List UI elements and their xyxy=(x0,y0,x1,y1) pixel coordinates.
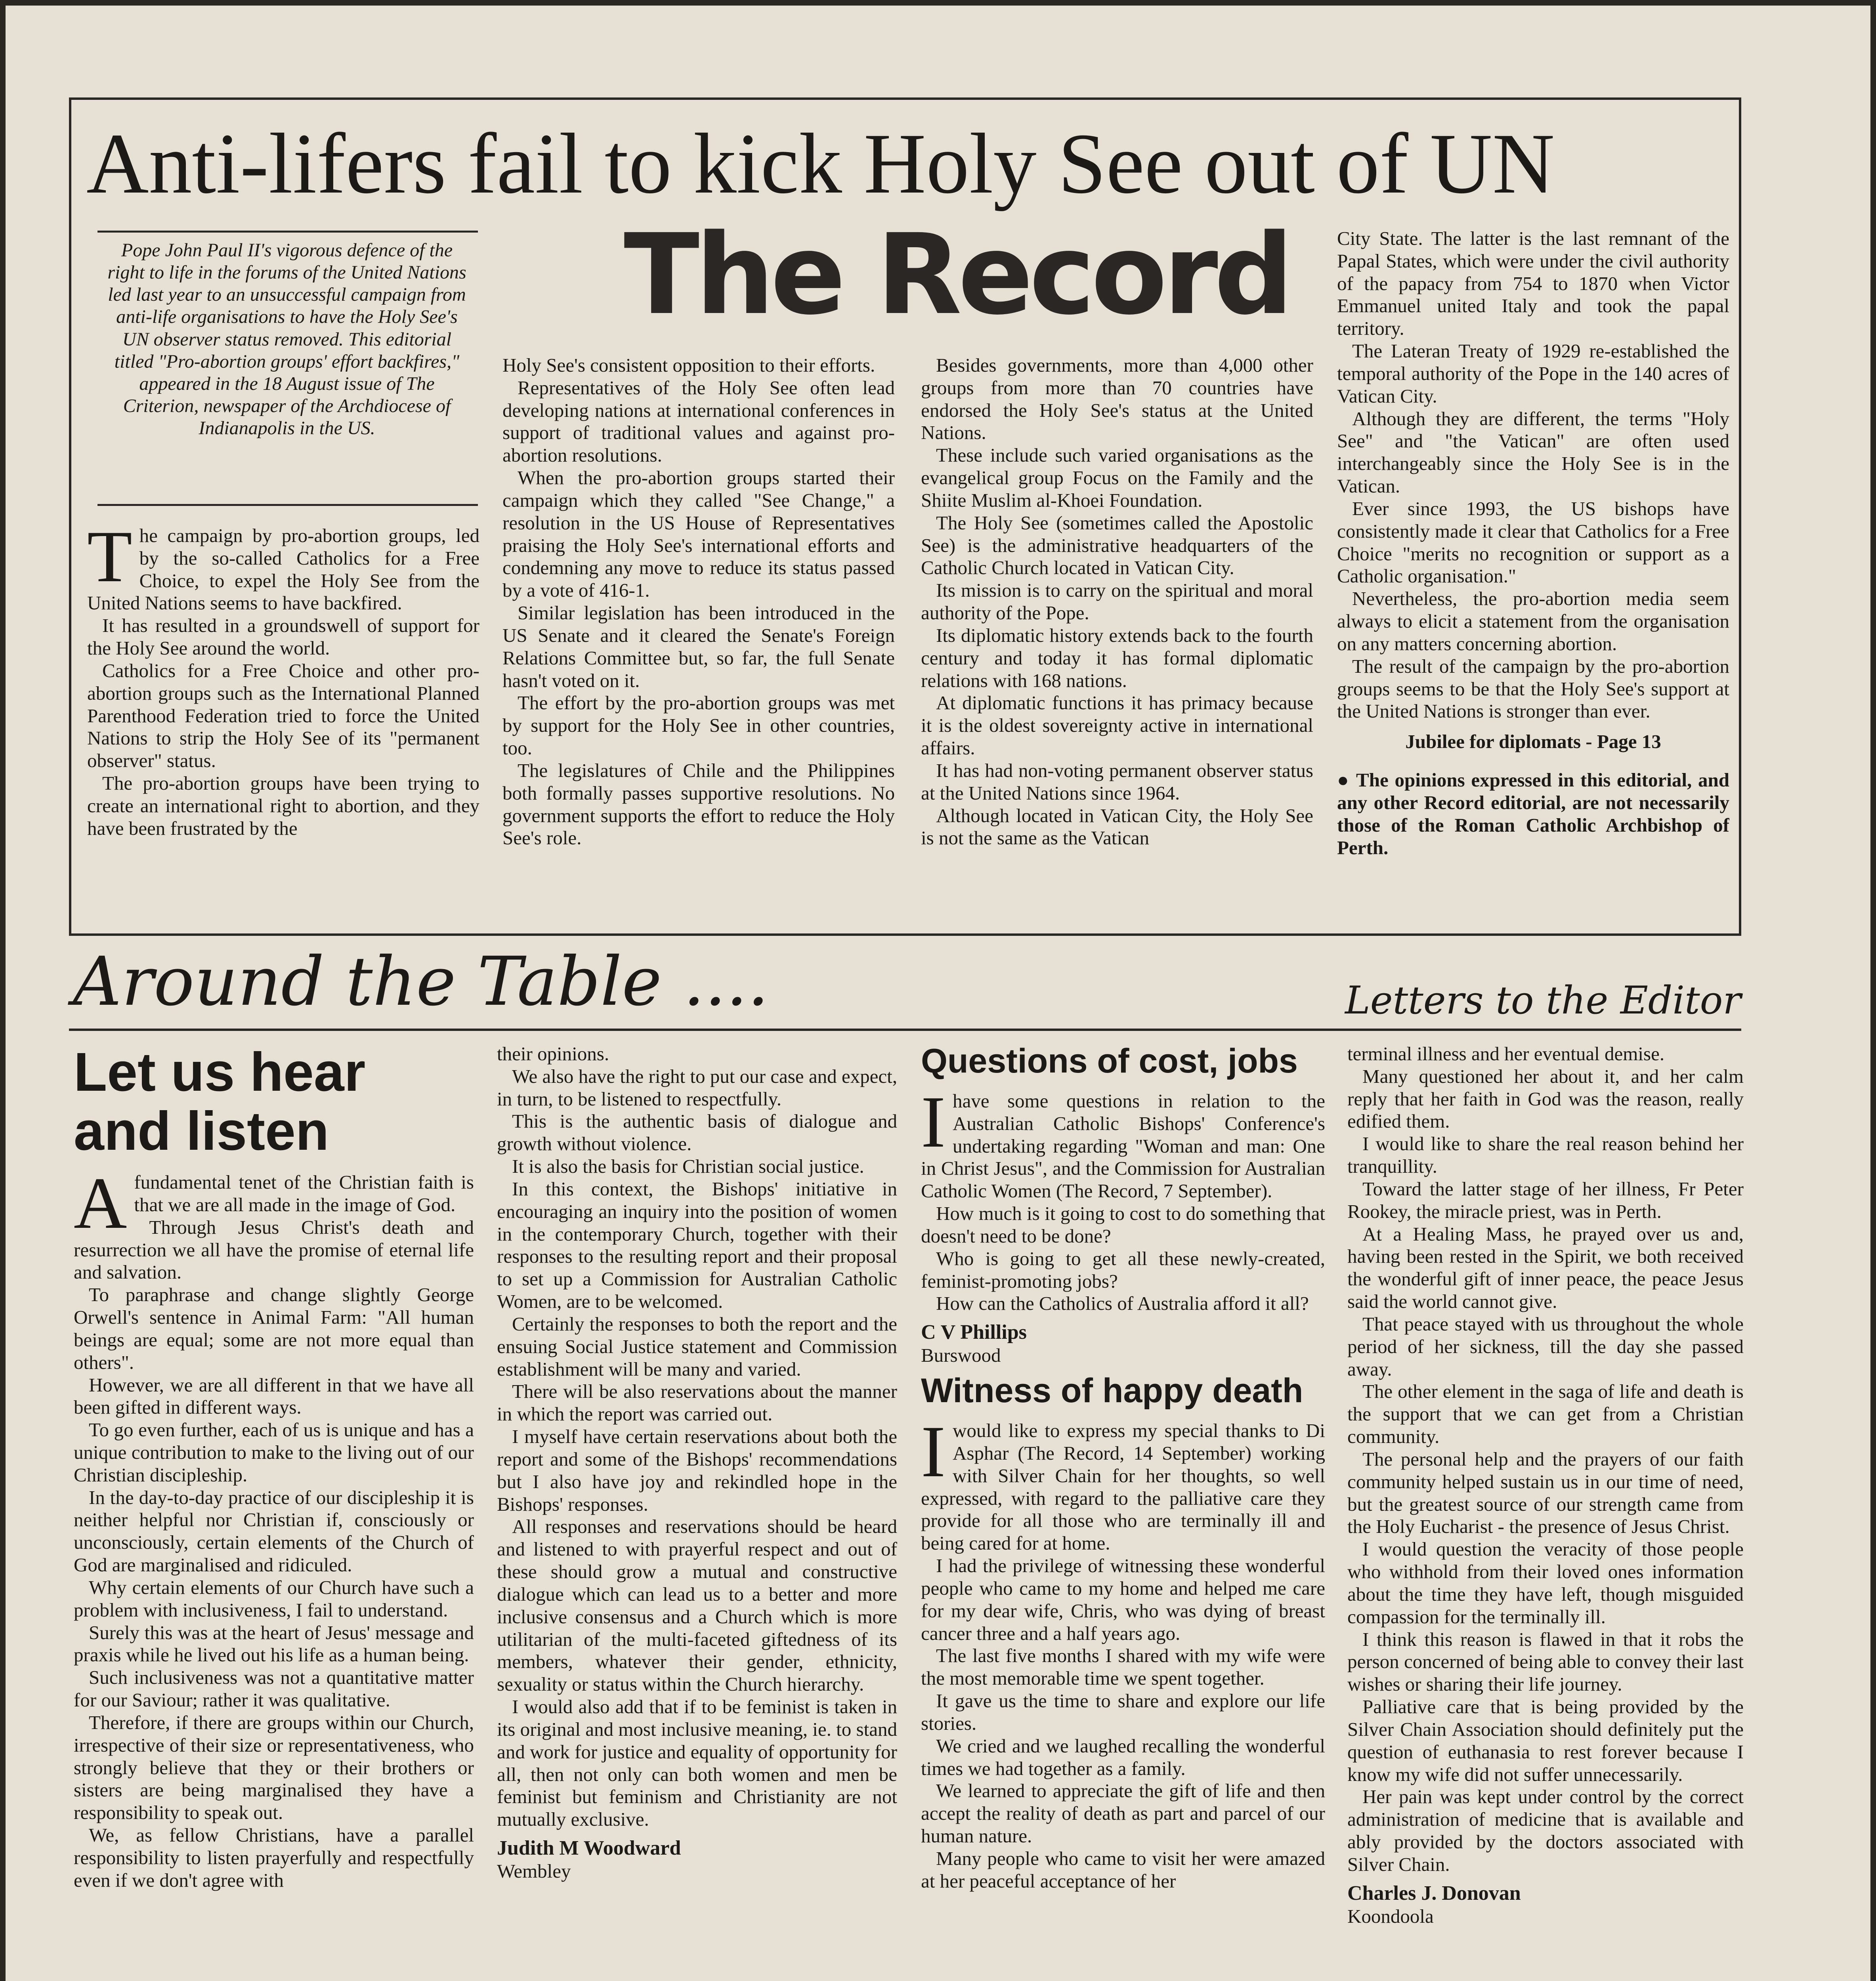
paragraph: There will be also reservations about the manner in which the report was carried out. xyxy=(497,1380,897,1425)
paragraph: To paraphrase and change slightly George Orwell's sentence in Animal Farm: "All human beings are equal; some are not more equal than others". xyxy=(74,1284,474,1373)
letter-let-us-hear-col-2 xyxy=(497,1043,897,1981)
paragraph: Such inclusiveness was not a quantitative matter for our Saviour; rather it was qualitative. xyxy=(74,1666,474,1711)
letters-col-4 xyxy=(1347,1043,1744,1981)
paragraph: I myself have certain reservations about both the report and some of the Bishops' recommendations but I also have joy and rekindled hope in the Bishops' responses. xyxy=(497,1426,897,1515)
letter-location: Wembley xyxy=(497,1860,571,1882)
paragraph: Surely this was at the heart of Jesus' message and praxis while he lived out his life as a human being. xyxy=(74,1621,474,1666)
paragraph: I would also add that if to be feminist is taken in its original and most inclusive meaning, ie. to stand and work for justice and equality of opportunity for all, then not only can both women and men be feminist but feminism and Christianity are not mutually exclusive. xyxy=(497,1696,897,1830)
paragraph: How can the Catholics of Australia afford it all? xyxy=(936,1292,1309,1315)
paragraph: fundamental tenet of the Christian faith is that we are all made in the image of God. xyxy=(134,1171,474,1216)
editorial-col-3 xyxy=(921,354,1313,917)
paragraph: It is also the basis for Christian social justice. xyxy=(512,1155,864,1178)
letter-signature: Charles J. Donovan xyxy=(1347,1882,1521,1905)
drop-cap: I xyxy=(921,1411,946,1493)
paragraph: he campaign by pro-abortion groups, led by the so-called Catholics for a Free Choice, to expel the Holy See from the United Nations seems to have backfired. xyxy=(87,525,480,614)
paragraph: However, we are all different in that we have all been gifted in different ways. xyxy=(74,1374,474,1418)
paragraph: Representatives of the Holy See often lead developing nations at international conferences in support of traditional values and against pro-abortion resolutions. xyxy=(502,376,895,466)
paragraph: Its diplomatic history extends back to the fourth century and today it has formal diplomatic relations with 168 nations. xyxy=(921,624,1313,691)
paragraph: The legislatures of Chile and the Philippines both formally passes supportive resolutions. No government supports the effort to reduce the Holy See's role. xyxy=(502,759,895,849)
paragraph: We learned to appreciate the gift of life and then accept the reality of death as part and parcel of our human nature. xyxy=(921,1780,1325,1847)
paragraph: The pro-abortion groups have been trying to create an international right to abortion, and they have been frustrated by the xyxy=(87,772,480,839)
editorial-col-2 xyxy=(502,354,895,917)
paragraph: The other element in the saga of life and death is the support that we can get from a Christian community. xyxy=(1347,1380,1744,1448)
paragraph: At diplomatic functions it has primacy because it is the oldest sovereignty active in international affairs. xyxy=(921,692,1313,759)
paragraph: In this context, the Bishops' initiative in encouraging an inquiry into the position of women in the contemporary Church, together with their responses to the resulting report and their proposal to set up a Commission for Australian Catholic Women, are to be welcomed. xyxy=(497,1178,897,1313)
paragraph: It has had non-voting permanent observer status at the United Nations since 1964. xyxy=(921,759,1313,804)
paragraph: City State. The latter is the last remnant of the Papal States, which were under the civil authority of the papacy from 754 to 1870 when Victor Emmanuel united Italy and took the papal territory. xyxy=(1337,227,1729,340)
paragraph: It gave us the time to share and explore our life stories. xyxy=(921,1690,1325,1734)
drop-cap: I xyxy=(921,1081,946,1163)
paragraph: have some questions in relation to the Australian Catholic Bishops' Conference's undertaking regarding "Woman and man: One in Christ Jesus", and the Commission for Australian Catholic Women (The Record, 7 September). xyxy=(921,1090,1325,1202)
section-title: Around the Table .... xyxy=(73,943,769,1021)
letter-headline-cost-jobs: Questions of cost, jobs xyxy=(921,1043,1298,1080)
paragraph: Similar legislation has been introduced in the US Senate and it cleared the Senate's Foreign Relations Committee but, so far, the full Senate hasn't voted on it. xyxy=(502,602,895,691)
paragraph: would like to express my special thanks to Di Asphar (The Record, 14 September) working with Silver Chain for her thoughts, so well expressed, with regard to the palliative care they provide for all those who are terminally ill and being cared for at home. xyxy=(921,1420,1325,1554)
paragraph: The Lateran Treaty of 1929 re-established the temporal authority of the Pope in the 140 acres of Vatican City. xyxy=(1337,340,1729,407)
paragraph: Therefore, if there are groups within our Church, irrespective of their size or representativeness, who strongly believe that they or their brothers or sisters are being marginalised they have a responsibility to speak out. xyxy=(74,1711,474,1824)
letter-location: Koondoola xyxy=(1347,1905,1434,1927)
letter-let-us-hear-col-1 xyxy=(74,1043,474,1981)
paragraph: Holy See's consistent opposition to their efforts. xyxy=(502,354,875,376)
paragraph: That peace stayed with us throughout the whole period of her sickness, till the day she passed away. xyxy=(1347,1313,1744,1380)
masthead-logo: The Record xyxy=(624,210,1290,340)
paragraph: Besides governments, more than 4,000 other groups from more than 70 countries have endorsed the Holy See's status at the United Nations. xyxy=(921,354,1313,444)
drop-cap: T xyxy=(87,525,132,597)
editorial-intro: Pope John Paul II's vigorous defence of the right to life in the forums of the United Nations led last year to an unsuccessful campaign from anti-life organisations to have the Holy See's UN observer status removed. This editorial titled "Pro-abortion groups' effort backfires," appeared in the 18 August issue of The Criterion, newspaper of the Archdiocese of Indianapolis in the US. xyxy=(107,240,466,439)
editorial-headline: Anti-lifers fail to kick Holy See out of UN xyxy=(86,116,1555,212)
paragraph: Many people who came to visit her were amazed at her peaceful acceptance of her xyxy=(921,1847,1325,1892)
paragraph: Why certain elements of our Church have such a problem with inclusiveness, I fail to understand. xyxy=(74,1576,474,1621)
paragraph: The effort by the pro-abortion groups was met by support for the Holy See in other countries, too. xyxy=(502,692,895,759)
paragraph: Palliative care that is being provided by the Silver Chain Association should definitely put the question of euthanasia to rest forever because I know my wife did not suffer unnecessarily. xyxy=(1347,1696,1744,1785)
paragraph: Through Jesus Christ's death and resurrection we all have the promise of eternal life and salvation. xyxy=(74,1216,474,1283)
paragraph: At a Healing Mass, he prayed over us and, having been rested in the Spirit, we both received the wonderful gift of inner peace, the peace Jesus said the world cannot give. xyxy=(1347,1223,1744,1313)
paragraph: Although located in Vatican City, the Holy See is not the same as the Vatican xyxy=(921,804,1313,849)
paragraph: I would like to share the real reason behind her tranquillity. xyxy=(1347,1133,1744,1178)
paragraph: their opinions. xyxy=(497,1043,609,1065)
paragraph: Who is going to get all these newly-created, feminist-promoting jobs? xyxy=(921,1247,1325,1292)
paragraph: Her pain was kept under control by the correct administration of medicine that is available and ably provided by the doctors associated with Silver Chain. xyxy=(1347,1786,1744,1875)
paragraph: It has resulted in a groundswell of support for the Holy See around the world. xyxy=(87,615,480,659)
paragraph: terminal illness and her eventual demise. xyxy=(1347,1043,1665,1065)
paragraph: We cried and we laughed recalling the wonderful times we had together as a family. xyxy=(921,1735,1325,1779)
editorial-col-4 xyxy=(1337,227,1729,921)
editorial-col-1 xyxy=(87,525,480,917)
paragraph: To go even further, each of us is unique and has a unique contribution to make to the living out of our Christian discipleship. xyxy=(74,1419,474,1486)
paragraph: The Holy See (sometimes called the Apostolic See) is the administrative headquarters of the Catholic Church located in Vatican City. xyxy=(921,511,1313,579)
section-rule xyxy=(69,1029,1741,1031)
intro-bottom-rule xyxy=(97,504,478,506)
paragraph: We, as fellow Christians, have a parallel responsibility to listen prayerfully and respectfully even if we don't agree with xyxy=(74,1824,474,1891)
paragraph: Certainly the responses to both the report and the ensuing Social Justice statement and Commission establishment will be many and varied. xyxy=(497,1313,897,1380)
intro-top-rule xyxy=(97,231,478,233)
paragraph: I had the privilege of witnessing these wonderful people who came to my home and helped me care for my dear wife, Chris, who was dying of breast cancer three and a half years ago. xyxy=(921,1555,1325,1644)
paragraph: Its mission is to carry on the spiritual and moral authority of the Pope. xyxy=(921,579,1313,624)
paragraph: All responses and reservations should be heard and listened to with prayerful respect and out of these should grow a mutual and constructive dialogue which can lead us to a better and more inclusive consensus and a Church which is more utilitarian of the multi-faceted giftedness of its members, whatever their gender, ethnicity, sexuality or status within the Church hierarchy. xyxy=(497,1515,897,1695)
paragraph: Although they are different, the terms "Holy See" and "the Vatican" are often used interchangeably since the Holy See is in the Vatican. xyxy=(1337,407,1729,497)
letter-signature: C V Phillips xyxy=(921,1321,1027,1344)
paragraph: In the day-to-day practice of our discipleship it is neither helpful nor Christian if, consciously or unconsciously, certain elements of the Church of God are marginalised and ridiculed. xyxy=(74,1486,474,1576)
drop-cap: A xyxy=(74,1162,127,1244)
paragraph: The result of the campaign by the pro-abortion groups seems to be that the Holy See's support at the United Nations is stronger than ever. xyxy=(1337,655,1729,722)
paragraph: When the pro-abortion groups started their campaign which they called "See Change," a resolution in the US House of Representatives praising the Holy See's international efforts and condemning any move to reduce its status passed by a vote of 416-1. xyxy=(502,467,895,601)
paragraph: The personal help and the prayers of our faith community helped sustain us in our time of need, but the greatest source of our strength came from the Holy Eucharist - the presence of Jesus Christ. xyxy=(1347,1448,1744,1538)
newspaper-page xyxy=(6,6,1870,1981)
paragraph: How much is it going to cost to do something that doesn't need to be done? xyxy=(921,1202,1325,1247)
letter-headline-happy-death: Witness of happy death xyxy=(921,1372,1303,1410)
paragraph: Toward the latter stage of her illness, Fr Peter Rookey, the miracle priest, was in Perth. xyxy=(1347,1178,1744,1222)
paragraph: Nevertheless, the pro-abortion media seem always to elicit a statement from the organisation on any matters concerning abortion. xyxy=(1337,588,1729,655)
paragraph: I think this reason is flawed in that it robs the person concerned of being able to convey their last wishes or sharing their life journey. xyxy=(1347,1628,1744,1695)
jubilee-teaser: Jubilee for diplomats - Page 13 xyxy=(1405,731,1661,753)
paragraph: This is the authentic basis of dialogue and growth without violence. xyxy=(497,1110,897,1155)
paragraph: Ever since 1993, the US bishops have consistently made it clear that Catholics for a Free Choice "merits no recognition or support as a Catholic organisation." xyxy=(1337,497,1729,587)
paragraph: These include such varied organisations as the evangelical group Focus on the Family and the Shiite Muslim al-Khoei Foundation. xyxy=(921,444,1313,511)
paragraph: We also have the right to put our case and expect, in turn, to be listened to respectfully. xyxy=(497,1065,897,1110)
editorial-disclaimer: ● The opinions expressed in this editorial, and any other Record editorial, are not necessarily those of the Roman Catholic Archbishop of Perth. xyxy=(1337,769,1729,859)
letters-col-3 xyxy=(921,1043,1325,1981)
paragraph: Catholics for a Free Choice and other pro-abortion groups such as the International Planned Parenthood Federation tried to force the United Nations to strip the Holy See of its "permanent observer" status. xyxy=(87,659,480,772)
letter-headline: Let us hear and listen xyxy=(74,1043,366,1162)
paragraph: The last five months I shared with my wife were the most memorable time we spent together. xyxy=(921,1645,1325,1689)
paragraph: I would question the veracity of those people who withhold from their loved ones information about the time they have left, though misguided compassion for the terminally ill. xyxy=(1347,1538,1744,1628)
section-subtitle: Letters to the Editor xyxy=(1345,978,1741,1023)
paragraph: Many questioned her about it, and her calm reply that her faith in God was the reason, really edified them. xyxy=(1347,1065,1744,1132)
letter-signature: Judith M Woodward xyxy=(497,1836,681,1859)
letter-location: Burswood xyxy=(921,1344,1001,1366)
